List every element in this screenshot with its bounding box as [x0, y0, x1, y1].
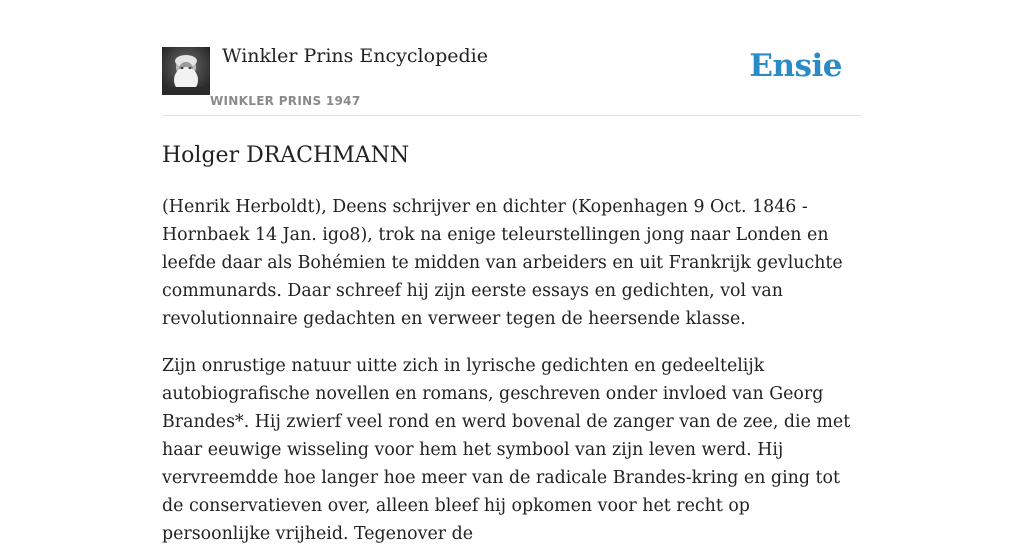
site-header: [162, 0, 862, 116]
article-container: [162, 0, 862, 548]
author-avatar[interactable]: [162, 47, 210, 95]
article-title: Holger DRACHMANN: [162, 143, 410, 168]
avatar-portrait-image: [162, 47, 210, 95]
brand-logo-link[interactable]: Ensie: [749, 48, 842, 84]
site-title[interactable]: Winkler Prins Encyclopedie: [222, 45, 488, 67]
edition-label[interactable]: WINKLER PRINS 1947: [210, 94, 361, 108]
article-paragraph: (Henrik Herboldt), Deens schrijver en dichter (Kopenhagen 9 Oct. 1846 - Hornbaek 14 Jan. igo8), trok na enige teleurstellingen jong naar Londen en leefde daar als Bohémien te midden van arbeiders en uit Frankrijk gevluchte communards. Daar schreef hij zijn eerste essays en gedichten, vol van revolutionnaire gedachten en verweer tegen de heersende klasse.: [162, 197, 843, 329]
article-paragraph: Zijn onrustige natuur uitte zich in lyrische gedichten en gedeeltelijk autobiografische novellen en romans, geschreven onder invloed van Georg Brandes*. Hij zwierf veel rond en werd bovenal de zanger van de zee, die met haar eeuwige wisseling voor hem het symbool van zijn leven werd. Hij vervreemdde hoe langer hoe meer van de radicale Brandes-kring en ging tot de conservatieven over, alleen bleef hij opkomen voor het recht op persoonlijke vrijheid. Tegenover de: [162, 356, 851, 544]
